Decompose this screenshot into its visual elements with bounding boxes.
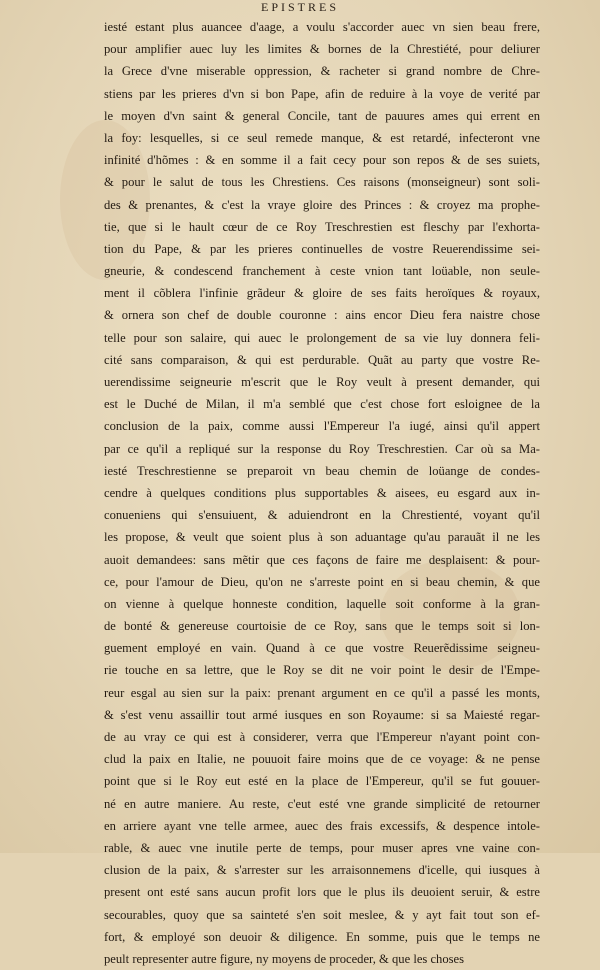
text-line: & s'est venu assaillir tout armé iusques en son Royaume: si sa Maiesté regar- <box>104 707 540 722</box>
text-line: la foy: lesquelles, si ce seul remede manque, & est retardé, infecteront vne <box>104 130 540 145</box>
text-line: stiens par les prieres d'vn si bon Pape, afin de reduire à la voye de verité par <box>104 86 540 101</box>
running-head: EPISTRES <box>260 0 339 14</box>
text-line: clud la paix en Italie, ne pouuoit faire moins que de ce voyage: & ne pense <box>104 752 540 767</box>
text-line: present ont esté sans aucun profit lors que le plus ils deuoient seruir, & estre <box>104 885 540 900</box>
text-line: telle pour son salaire, qui auec le prolongement de sa vie luy donnera feli- <box>104 330 540 345</box>
text-line: des & prenantes, & c'est la vraye gloire des Princes : & croyez ma prophe- <box>104 197 540 212</box>
text-line: secourables, quoy que sa sainteté s'en soit meslee, & y ayt fait tout son ef- <box>104 907 540 922</box>
text-line: tie, que si le hault cœur de ce Roy Treschrestien est fleschy par l'exhorta- <box>104 219 540 234</box>
text-line: conclusion de la paix, comme aussi l'Empereur l'a iugé, ainsi qu'il appert <box>104 419 540 434</box>
text-line: pour amplifier auec luy les limites & bornes de la Chrestiété, pour deliurer <box>104 42 540 57</box>
text-line: reur esgal au sien sur la paix: prenant argument en ce qu'il a passé les monts, <box>104 685 540 700</box>
text-line: par ce qu'il a repliqué sur la response du Roy Treschrestien. Car où sa Ma- <box>104 441 540 456</box>
text-line: conueniens qui s'ensuiuent, & aduiendront en la Chrestienté, voyant qu'il <box>104 508 540 523</box>
text-line: infinité d'hõmes : & en somme il a fait cecy pour son repos & de ses suiets, <box>104 153 540 168</box>
text-line: ce, pour l'amour de Dieu, qu'on ne s'arreste point en si beau chemin, & que <box>104 574 540 589</box>
text-line: la Grece d'vne miserable oppression, & racheter si grand nombre de Chre- <box>104 64 540 79</box>
text-line: iesté Treschrestienne se preparoit vn beau chemin de loüange de condes- <box>104 463 540 478</box>
text-line: guement employé en vain. Quand à ce que vostre Reuerẽdissime seigneu- <box>104 641 540 656</box>
text-line: cité sans comparaison, & qui est perdurable. Quãt au party que vostre Re- <box>104 352 540 367</box>
text-line: de bonté & genereuse courtoisie de ce Roy, sans que le temps soit si lon- <box>104 619 540 634</box>
text-line: point que si le Roy eut esté en la place de l'Empereur, qu'il se fut gouuer- <box>104 774 540 789</box>
text-line: gneurie, & condescend franchement à ceste vnion tant loüable, non seule- <box>104 264 540 279</box>
text-line: ment il cõblera l'infinie grãdeur & gloire de ses faits heroïques & royaux, <box>104 286 540 301</box>
text-line: né en autre maniere. Au reste, c'eut esté vne grande simplicité de retourner <box>104 796 540 811</box>
text-line: rable, & auec vne inutile perte de temps, pour muser apres vne vaine con- <box>104 840 540 855</box>
text-line: auoit demandees: sans mẽtir que ces façons de faire me desplaisent: & pour- <box>104 552 540 567</box>
text-line: fort, & employé son deuoir & diligence. En somme, puis que le temps ne <box>104 929 540 944</box>
text-line: tion du Pape, & par les prieres continuelles de vostre Reuerendissime sei- <box>104 241 540 256</box>
text-line: clusion de la paix, & s'arrester sur les arraisonnemens d'icelle, qui iusques à <box>104 863 540 878</box>
text-line: les propose, & veult que soient plus à son aduantage qu'au parauãt il ne les <box>104 530 540 545</box>
text-line: iesté estant plus auancee d'aage, a voulu s'accorder auec vn sien beau frere, <box>104 20 540 34</box>
text-line: le moyen d'vn saint & general Concile, tant de pauures ames qui errent en <box>104 108 540 123</box>
text-line: de au vray ce qui est à considerer, verra que l'Empereur n'ayant point con- <box>104 730 540 744</box>
text-line: cendre à quelques conditions plus supportables & aisees, eu esgard aux in- <box>104 485 540 500</box>
text-line: peult representer autre figure, ny moyens de proceder, & que les choses <box>104 951 465 966</box>
text-line: est le Duché de Milan, il m'a semblé que c'est chose fort esloignee de la <box>104 397 540 412</box>
text-line: en arriere ayant vne telle armee, auec des frais excessifs, & despence intole- <box>104 818 540 833</box>
text-line: on vienne à quelque honneste condition, laquelle soit conforme à la gran- <box>104 596 540 611</box>
text-line: & ornera son chef de double couronne : ains encor Dieu fera naistre chose <box>104 308 540 323</box>
text-line: rie touche en sa lettre, que le Roy se dit ne voir point le desir de l'Empe- <box>104 663 540 678</box>
text-line: uerendissime seigneurie m'escrit que le Roy veult à present demander, qui <box>104 375 540 389</box>
body-text <box>104 16 540 970</box>
text-line: & pour le salut de tous les Chrestiens. Ces raisons (monseigneur) sont soli- <box>104 175 540 190</box>
